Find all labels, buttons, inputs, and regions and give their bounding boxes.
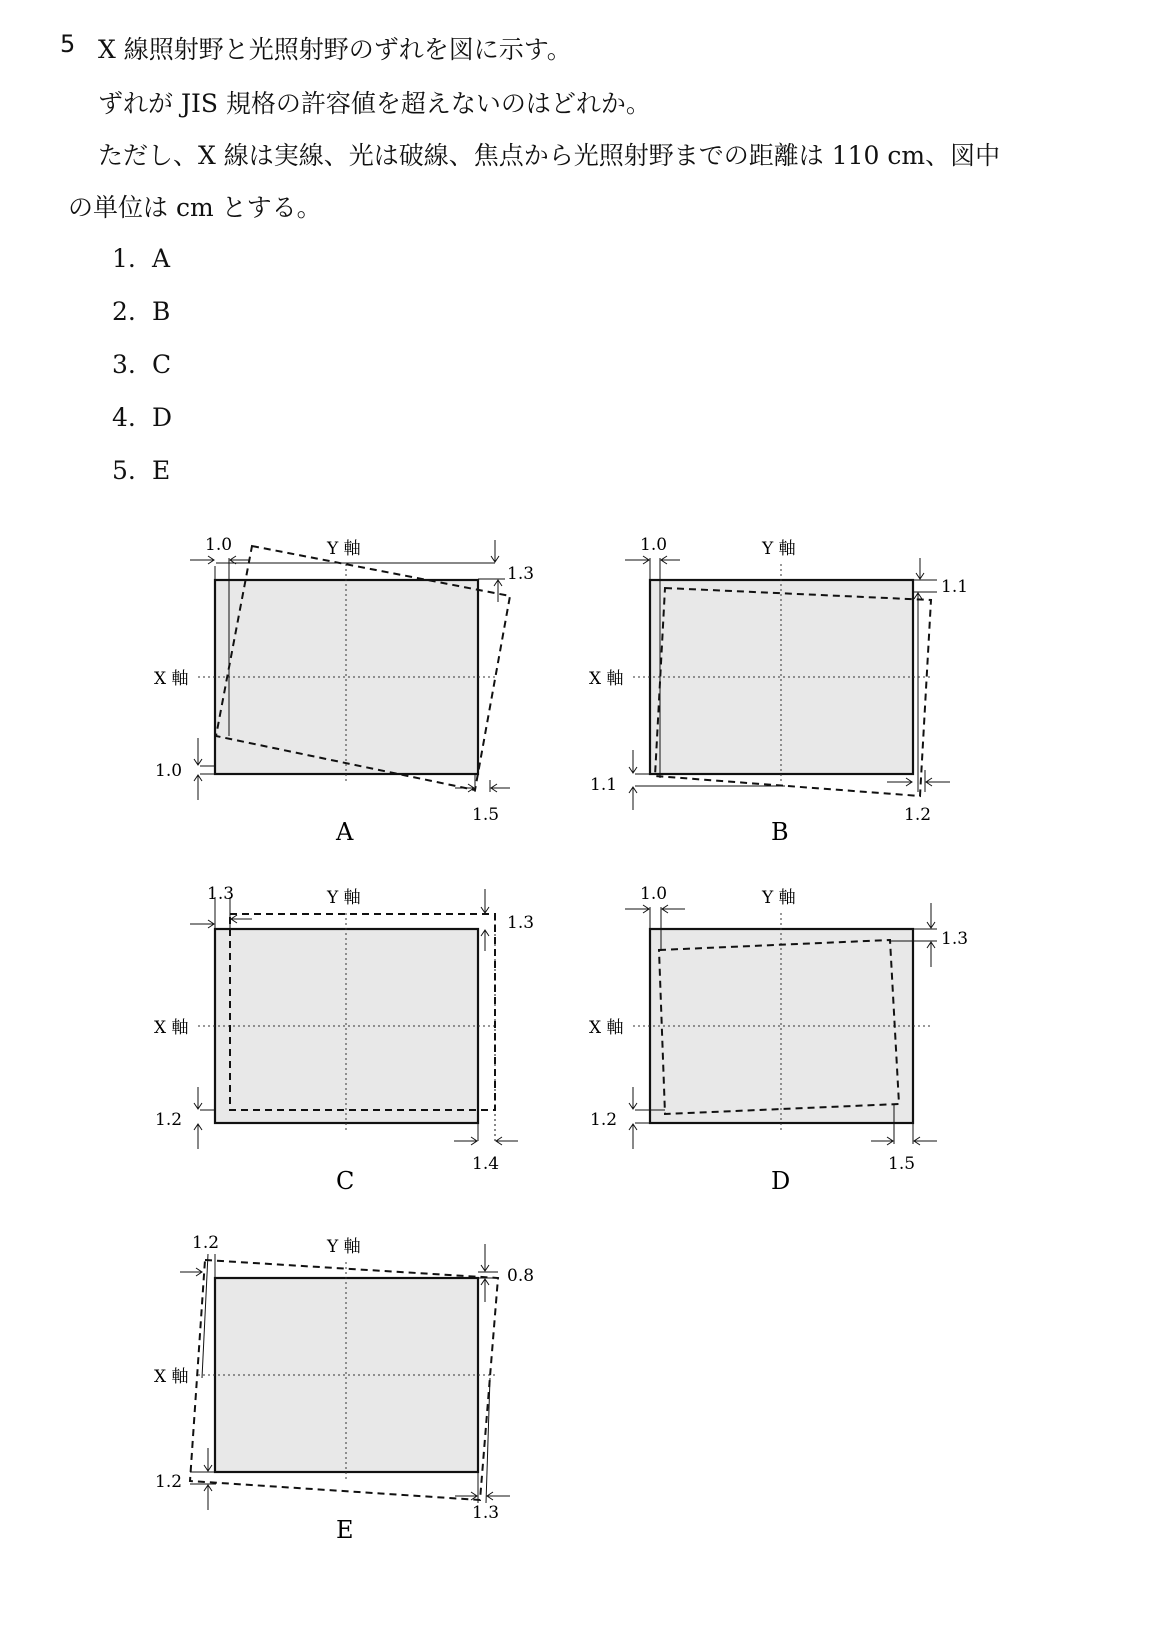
y-axis-label: Y 軸 [327,888,361,908]
choice-item[interactable] [112,456,170,485]
choice-item[interactable] [112,403,172,432]
arrow [871,1137,893,1145]
arrow [629,750,637,773]
y-axis-label: Y 軸 [762,888,796,908]
dim-bottom: 1.3 [472,1503,500,1523]
question-line-1: X 線照射野と光照射野のずれを図に示す。 [98,35,572,64]
question-line-4: の単位は cm とする。 [68,193,322,222]
arrow [454,1137,477,1145]
arrow [487,1492,510,1500]
choice-number: 5. [112,456,136,485]
figure-e [150,1228,550,1558]
dim-left: 1.2 [155,1472,183,1492]
arrow [914,1137,937,1145]
arrow [625,556,649,564]
arrow [194,738,202,765]
arrow [491,540,499,562]
figure-label: D [771,1167,791,1195]
choice-number: 2. [112,297,136,326]
figure-label: B [771,818,789,846]
arrow [629,1124,637,1149]
arrow [180,1268,202,1276]
dim-left: 1.1 [590,775,618,795]
arrow [194,1124,202,1149]
arrow [629,1087,637,1109]
dim-right: 1.3 [507,913,535,933]
arrow [494,580,502,602]
figure-shapes [190,889,518,1149]
figure-label: A [336,818,354,846]
y-axis-label: Y 軸 [762,539,796,559]
figure-label: C [336,1167,355,1195]
choice-label: D [152,403,173,432]
choice-number: 4. [112,403,136,432]
figure-shapes [190,540,510,800]
question-number: 5 [60,30,76,58]
x-axis-label: X 軸 [589,1018,624,1038]
figure-shapes [625,903,937,1149]
arrow [927,903,935,928]
choice-label: B [152,297,171,326]
figure-b [585,530,985,860]
arrow [481,1244,489,1271]
arrow [231,915,252,923]
dim-top: 1.2 [192,1233,220,1253]
choice-number: 1. [112,244,136,273]
figure-a [150,530,550,860]
arrow [496,1137,518,1145]
guide-line [202,1254,208,1378]
choice-item[interactable] [112,244,170,273]
arrow [662,905,685,913]
dim-right: 1.1 [941,577,969,597]
choice-label: A [152,244,171,273]
arrow [629,787,637,810]
y-axis-label: Y 軸 [327,1237,361,1257]
dim-right: 0.8 [507,1266,535,1286]
dim-left: 1.2 [590,1110,618,1130]
choice-item[interactable] [112,350,171,379]
arrow [926,778,950,786]
dim-right: 1.3 [507,564,535,584]
dim-left: 1.2 [155,1110,183,1130]
choice-label: C [152,350,172,379]
choice-number: 3. [112,350,136,379]
arrow [481,1279,489,1302]
arrow [927,942,935,967]
choice-label: E [152,456,171,485]
arrow [491,784,510,792]
choice-item[interactable] [112,297,170,326]
x-axis-label: X 軸 [589,669,624,689]
arrow [204,1448,212,1471]
question-line-2: ずれが JIS 規格の許容値を超えないのはどれか。 [98,89,651,118]
figure-c [150,879,550,1209]
dim-top: 1.3 [207,884,235,904]
dim-top: 1.0 [640,884,668,904]
arrow [194,775,202,800]
dim-top: 1.0 [640,535,668,555]
dim-top: 1.0 [205,535,233,555]
figure-d [585,879,985,1209]
dim-bottom: 1.5 [472,805,500,825]
arrow [204,1485,212,1510]
figure-shapes [180,1244,510,1510]
dim-left: 1.0 [155,761,183,781]
arrow [914,593,922,612]
x-axis-label: X 軸 [154,1018,189,1038]
x-axis-label: X 軸 [154,1367,189,1387]
y-axis-label: Y 軸 [327,539,361,559]
figure-shapes [625,556,950,810]
arrow [194,1087,202,1109]
arrow [481,889,489,913]
figure-label: E [336,1516,354,1544]
arrow [661,556,680,564]
dim-bottom: 1.5 [888,1154,916,1174]
dim-bottom: 1.2 [904,805,932,825]
arrow [916,558,924,579]
x-axis-label: X 軸 [154,669,189,689]
dim-right: 1.3 [941,929,969,949]
question-line-3: ただし、X 線は実線、光は破線、焦点から光照射野までの距離は 110 cm、図中 [98,141,1001,170]
arrow [190,556,214,564]
arrow [625,905,649,913]
arrow [887,778,912,786]
dim-bottom: 1.4 [472,1154,500,1174]
arrow [455,784,474,792]
arrow [190,920,214,928]
arrow [481,930,489,951]
